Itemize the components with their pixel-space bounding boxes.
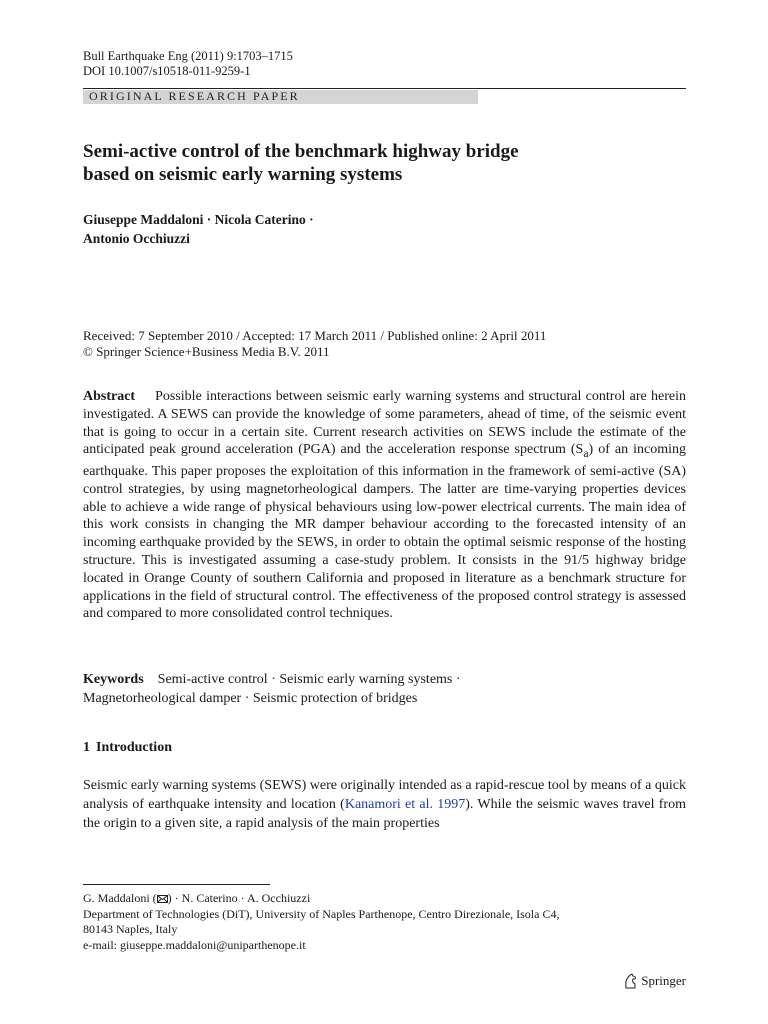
authors-line-2: Antonio Occhiuzzi <box>83 231 190 246</box>
abstract-text-b: ) of an incoming earthquake. This paper proposes the exploitation of this information in the framework of semi-active (SA) control strategies, by using magnetorheological dampers. The latter are time-varying properties devices able to achieve a wide range of physical behaviours using low-power electrical currents. The main idea of this work consists in changing the MR damper behaviour according to the forecasted intensity of an incoming earthquake provided by the SEWS, in order to obtain the optimal seismic response of the hosting structure. This is investigated assuming a case-study problem. It consists in the 91/5 highway bridge located in Orange County of southern California and proposed in literature as a benchmark structure for applications in the field of structural control. The effectiveness of the proposed control strategy is assessed and compared to more consolidated control techniques. <box>83 442 686 622</box>
received-dates: Received: 7 September 2010 / Accepted: 17 March 2011 / Published online: 2 April 2011 <box>83 328 547 343</box>
footnote-email: e-mail: giuseppe.maddaloni@uniparthenope.it <box>83 937 306 952</box>
intro-text-b: ). While the seismic waves travel from the origin to a given site, a rapid analysis of the main properties <box>83 797 686 831</box>
author-list <box>83 210 314 248</box>
abstract-subscript: a <box>583 447 589 461</box>
paper-title <box>83 140 683 186</box>
section-title: Introduction <box>96 740 172 755</box>
title-line-2: based on seismic early warning systems <box>83 164 403 185</box>
introduction-paragraph <box>83 776 686 833</box>
abstract-text-a: Possible interactions between seismic early warning systems and structural control are herein investigated. A SEWS can provide the knowledge of some parameters, ahead of time, of the seismic event that is going to occur in a certain site. Current research activities on SEWS include the estimate of the anticipated peak ground acceleration (PGA) and the acceleration response spectrum (S <box>83 389 686 458</box>
footnote-address: 80143 Naples, Italy <box>83 922 178 936</box>
citation-link[interactable]: Kanamori et al. 1997 <box>344 797 466 812</box>
footnote-rule <box>83 884 270 885</box>
publisher-name: Springer <box>641 973 686 988</box>
journal-meta <box>83 49 293 79</box>
keywords-line-1: Semi-active control · Seismic early warning systems · <box>157 672 461 687</box>
intro-text-a: Seismic early warning systems (SEWS) were originally intended as a rapid-rescue tool by means of a quick analysis of earthquake intensity and location ( <box>83 778 686 812</box>
article-type-label: ORIGINAL RESEARCH PAPER <box>89 89 300 103</box>
publication-history <box>83 328 546 360</box>
footnote-affiliation: Department of Technologies (DiT), University of Naples Parthenope, Centro Direzionale, Isola C4, <box>83 906 560 921</box>
abstract <box>83 388 686 623</box>
springer-horse-icon <box>623 973 637 989</box>
keywords-label: Keywords <box>83 672 144 687</box>
keywords <box>83 670 686 708</box>
section-heading <box>83 740 172 756</box>
authors-line-1: Giuseppe Maddaloni · Nicola Caterino · <box>83 212 314 227</box>
section-number: 1 <box>83 740 90 755</box>
journal-citation: Bull Earthquake Eng (2011) 9:1703–1715 <box>83 49 293 63</box>
keywords-line-2: Magnetorheological damper · Seismic protection of bridges <box>83 691 418 706</box>
footnote-author-a: G. Maddaloni ( <box>83 891 157 905</box>
footnote-author-b: ) · N. Caterino · A. Occhiuzzi <box>167 891 311 905</box>
publisher-logo <box>623 973 686 989</box>
copyright-notice: © Springer Science+Business Media B.V. 2011 <box>83 344 330 359</box>
title-line-1: Semi-active control of the benchmark highway bridge <box>83 141 519 162</box>
envelope-icon <box>157 895 168 903</box>
doi: DOI 10.1007/s10518-011-9259-1 <box>83 64 251 78</box>
author-footnote <box>83 891 686 953</box>
abstract-label: Abstract <box>83 389 136 404</box>
